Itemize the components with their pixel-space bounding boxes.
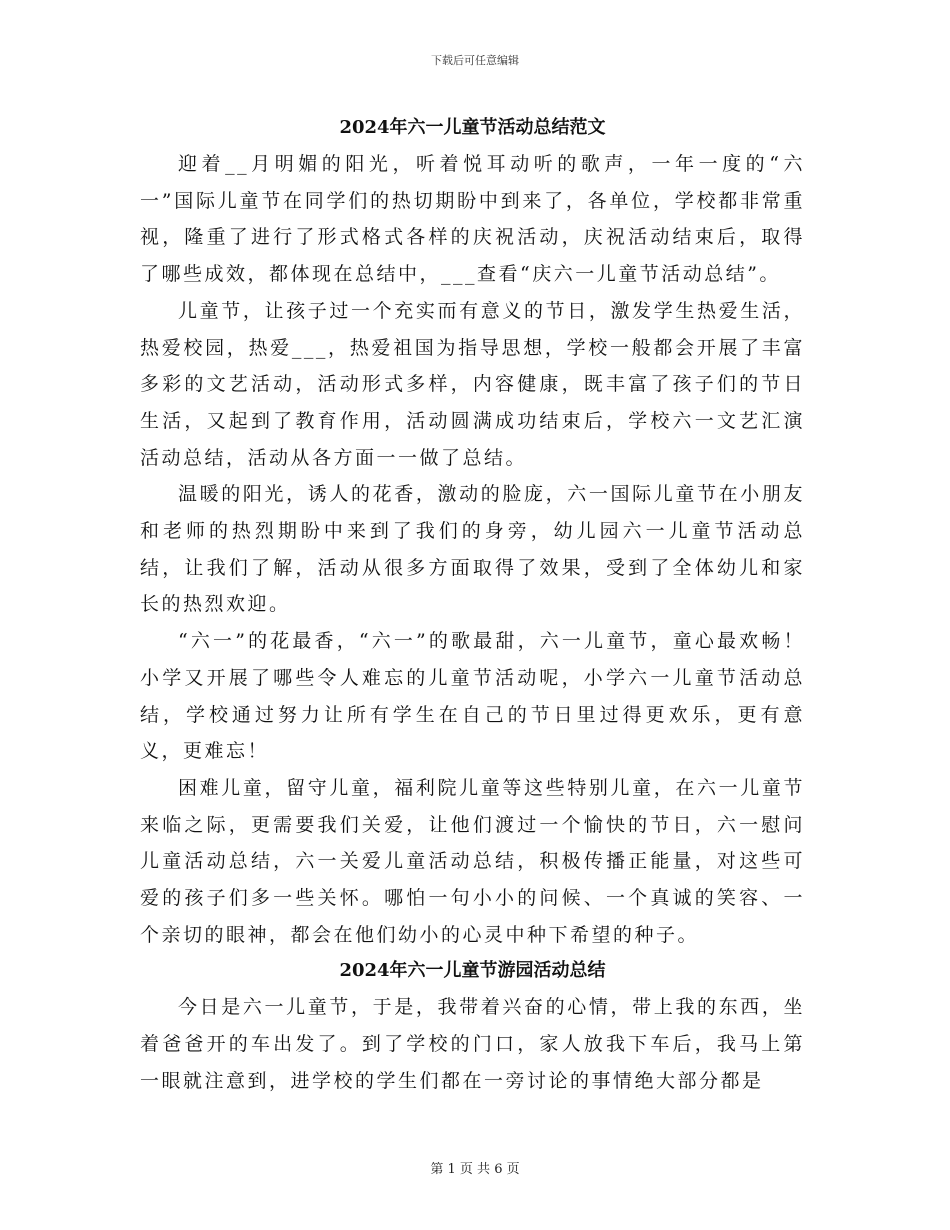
section-title: 2024年六一儿童节游园活动总结	[339, 960, 606, 982]
document-body	[140, 110, 805, 1100]
page-number: 第 1 页 共 6 页	[430, 1162, 520, 1177]
paragraph: 迎着__月明媚的阳光，听着悦耳动听的歌声，一年一度的“六一”国际儿童节在同学们的热切期盼中到来了，各单位，学校都非常重视，隆重了进行了形式格式各样的庆祝活动，庆祝活动结束后，取得了哪些成效，都体现在总结中，___查看“庆六一儿童节活动总结”。	[140, 153, 805, 286]
paragraph: 温暖的阳光，诱人的花香，激动的脸庞，六一国际儿童节在小朋友和老师的热烈期盼中来到了我们的身旁，幼儿园六一儿童节活动总结，让我们了解，活动从很多方面取得了效果，受到了全体幼儿和家长的热烈欢迎。	[140, 483, 805, 616]
section-title: 2024年六一儿童节活动总结范文	[339, 117, 606, 138]
paragraph: “六一”的花最香，“六一”的歌最甜，六一儿童节，童心最欢畅！小学又开展了哪些令人难忘的儿童节活动呢，小学六一儿童节活动总结，学校通过努力让所有学生在自己的节日里过得更欢乐，更有意义，更难忘！	[140, 630, 805, 763]
paragraph: 儿童节，让孩子过一个充实而有意义的节日，激发学生热爱生活，热爱校园，热爱___，热爱祖国为指导思想，学校一般都会开展了丰富多彩的文艺活动，活动形式多样，内容健康，既丰富了孩子们的节日生活，又起到了教育作用，活动圆满成功结束后，学校六一文艺汇演活动总结，活动从各方面一一做了总结。	[140, 299, 805, 469]
page-header: 下载后可任意编辑	[431, 54, 519, 67]
paragraph: 困难儿童，留守儿童，福利院儿童等这些特别儿童，在六一儿童节来临之际，更需要我们关爱，让他们渡过一个愉快的节日，六一慰问儿童活动总结，六一关爱儿童活动总结，积极传播正能量，对这些可爱的孩子们多一些关怀。哪怕一句小小的问候、一个真诚的笑容、一个亲切的眼神，都会在他们幼小的心灵中种下希望的种子。	[140, 776, 805, 946]
paragraph: 今日是六一儿童节，于是，我带着兴奋的心情，带上我的东西，坐着爸爸开的车出发了。到了学校的门口，家人放我下车后，我马上第一眼就注意到，进学校的学生们都在一旁讨论的事情绝大部分都是	[140, 996, 805, 1092]
